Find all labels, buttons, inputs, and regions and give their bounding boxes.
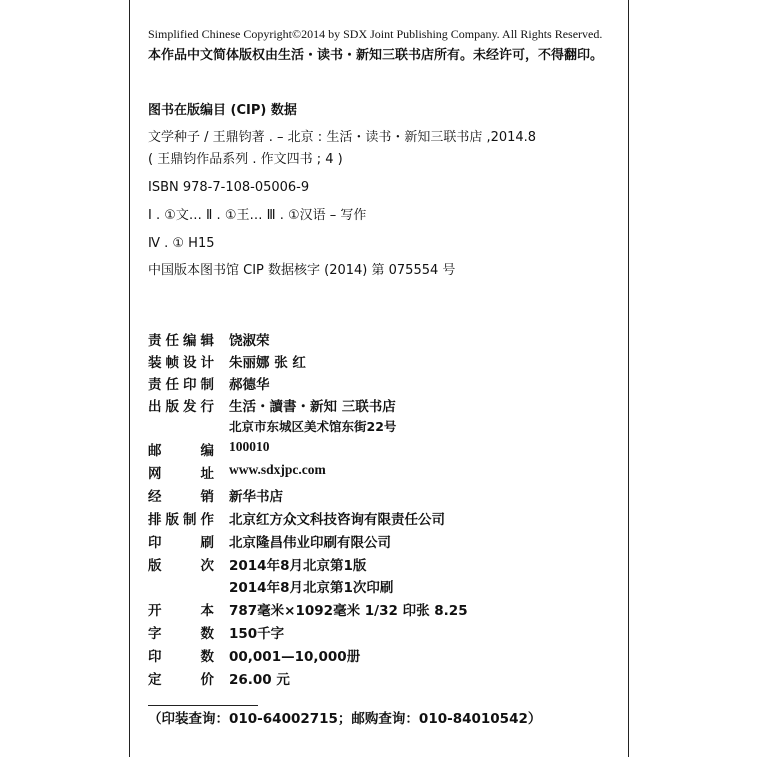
credit-value: 150千字 [229, 626, 285, 642]
printing-value: 2014年8月北京第1次印刷 [229, 580, 394, 596]
credit-label: 字数 [148, 626, 214, 642]
credit-value: 新华书店 [229, 489, 283, 505]
credit-value: 饶淑荣 [229, 333, 270, 349]
credit-label: 装帧设计 [148, 355, 214, 371]
cip-line-verification: 中国版本图书馆 CIP 数据核字 (2014) 第 075554 号 [148, 263, 456, 278]
credit-label: 网址 [148, 466, 214, 482]
credit-value: 26.00 元 [229, 672, 290, 688]
copyright-chinese: 本作品中文简体版权由生活・读书・新知三联书店所有。未经许可，不得翻印。 [148, 48, 604, 63]
right-border-line [628, 0, 629, 757]
credit-value: 朱丽娜 张 红 [229, 355, 306, 371]
cip-line-title: 文学种子 / 王鼎钧著 . – 北京 : 生活・读书・新知三联书店 ,2014.8 [148, 130, 537, 145]
credit-label: 经销 [148, 489, 214, 505]
credit-label: 邮编 [148, 443, 214, 459]
cip-line-series: ( 王鼎钧作品系列 . 作文四书 ; 4 ) [148, 152, 343, 167]
credit-label: 定价 [148, 672, 214, 688]
credit-value: 00,001—10,000册 [229, 649, 361, 665]
credit-value: 787毫米×1092毫米 1/32 印张 8.25 [229, 603, 468, 619]
copyright-english: Simplified Chinese Copyright©2014 by SDX Joint Publishing Company. All Rights Reserved. [148, 27, 603, 41]
credit-label: 责任编辑 [148, 333, 214, 349]
credit-value: www.sdxjpc.com [229, 462, 326, 477]
credit-value: 北京隆昌伟业印刷有限公司 [229, 535, 391, 551]
credit-label: 责任印制 [148, 377, 214, 393]
credit-value: 100010 [229, 439, 270, 454]
credit-value: 北京红方众文科技咨询有限责任公司 [229, 512, 445, 528]
left-border-line [129, 0, 130, 757]
footer-divider [148, 705, 258, 706]
credit-value: 生活・讀書・新知 三联书店 [229, 399, 396, 415]
credit-label: 印数 [148, 649, 214, 665]
cip-line-classification: Ⅰ . ①文… Ⅱ . ①王… Ⅲ . ①汉语 – 写作 [148, 208, 367, 223]
credit-value: 2014年8月北京第1版 [229, 558, 367, 574]
cip-line-isbn: ISBN 978-7-108-05006-9 [148, 180, 310, 195]
cip-line-clc: Ⅳ . ① H15 [148, 236, 215, 251]
credit-label: 开本 [148, 603, 214, 619]
footer-contact: （印装查询：010-64002715；邮购查询：010-84010542） [148, 711, 542, 727]
publisher-address: 北京市东城区美术馆东街22号 [229, 419, 397, 434]
credit-label: 版次 [148, 558, 214, 574]
credit-label: 印刷 [148, 535, 214, 551]
cip-title: 图书在版编目 (CIP) 数据 [148, 103, 297, 118]
credit-value: 郝德华 [229, 377, 270, 393]
credit-label: 出版发行 [148, 399, 214, 415]
credit-label: 排版制作 [148, 512, 214, 528]
